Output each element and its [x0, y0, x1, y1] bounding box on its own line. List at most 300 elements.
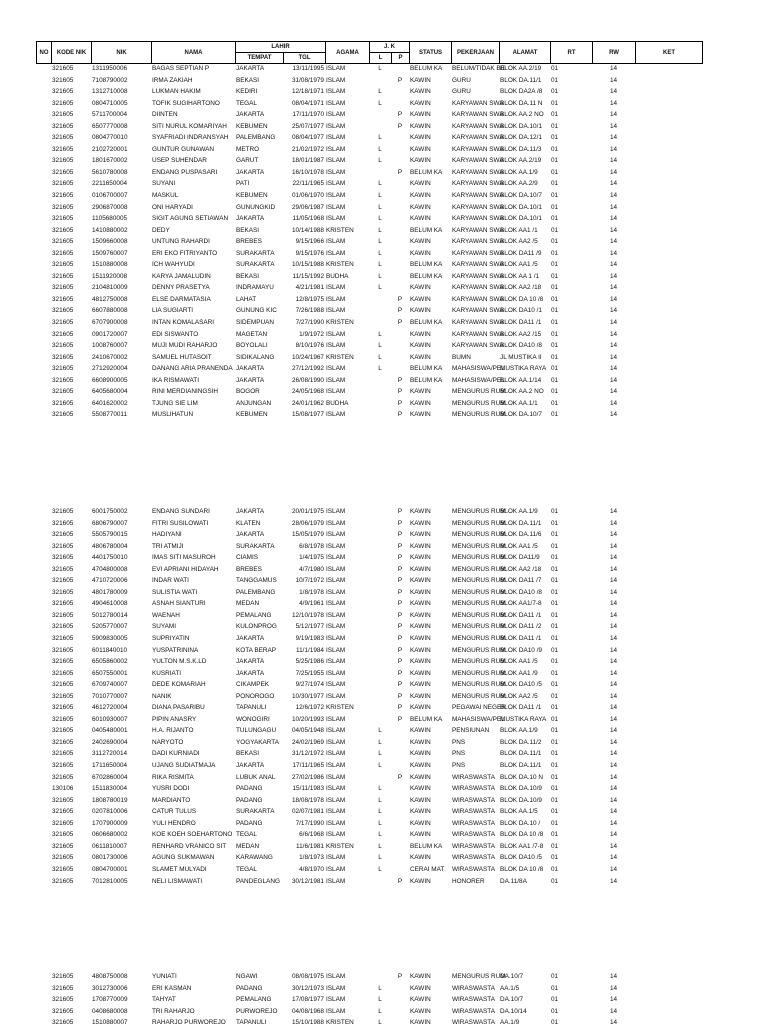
cell-jk-l	[369, 305, 391, 317]
cell-agama: ISLAM	[326, 376, 346, 384]
cell-jk-p	[391, 86, 409, 98]
cell-ket	[635, 714, 702, 726]
cell-kode-nik: 321605	[52, 249, 74, 257]
cell-tgl: 27/02/1986	[292, 773, 324, 781]
cell-rt: 01	[551, 773, 559, 781]
cell-rw: 14	[609, 99, 618, 107]
cell-no	[36, 375, 51, 387]
cell-rw: 14	[609, 330, 618, 338]
cell-status: KAWIN	[410, 611, 431, 619]
cell-rw: 14	[609, 646, 618, 654]
cell-pekerjaan: KARYAWAN SWA	[452, 157, 504, 165]
cell-status: KAWIN	[410, 565, 431, 573]
header-alamat: ALAMAT	[500, 42, 551, 64]
cell-tgl: 21/02/1972	[292, 145, 324, 153]
cell-no	[36, 340, 51, 352]
cell-alamat: BLOK AA.2 NO	[500, 111, 544, 119]
cell-nik: 6507770008	[92, 122, 128, 130]
cell-status: KAWIN	[410, 99, 431, 107]
header-rw: RW	[593, 42, 636, 64]
cell-ket	[635, 121, 702, 133]
cell-nama: SLAMET MULYADI	[152, 865, 207, 873]
cell-kode-nik: 321605	[52, 658, 74, 666]
cell-tgl: 11/15/1992	[292, 272, 324, 280]
cell-nama: RINI MERDIANINGSIH	[152, 388, 219, 396]
cell-jk-p: P	[397, 577, 403, 585]
cell-status: KAWIN	[410, 1019, 431, 1027]
cell-nik: 0804700001	[92, 865, 128, 873]
cell-tempat: JAKARTA	[236, 762, 265, 770]
cell-tgl: 10/30/1977	[292, 692, 324, 700]
cell-jk-l: L	[378, 145, 382, 153]
cell-status: KAWIN	[410, 623, 431, 631]
cell-alamat: AA.1/5	[500, 984, 520, 992]
cell-pekerjaan: HONORER	[452, 877, 485, 885]
cell-tempat: WONOGIRI	[236, 715, 270, 723]
table-row	[36, 864, 702, 876]
cell-pekerjaan: MENGURUS RUM	[452, 681, 506, 689]
cell-status: BELUM KA	[410, 319, 443, 327]
cell-rt: 01	[551, 542, 559, 550]
cell-nik: 1008760007	[92, 342, 128, 350]
table-row	[36, 329, 702, 341]
cell-nik: 5610780008	[92, 168, 128, 176]
cell-jk-l	[369, 714, 391, 726]
cell-rw: 14	[609, 1019, 618, 1027]
cell-tgl: 01/06/1970	[292, 192, 324, 200]
cell-nik: 1511830004	[92, 785, 128, 793]
cell-jk-l	[369, 598, 391, 610]
cell-tgl: 10/24/1967	[292, 353, 324, 361]
cell-jk-l: L	[378, 238, 382, 246]
cell-alamat: JL MUSTIKA II	[500, 353, 542, 361]
cell-tgl: 9/15/1966	[295, 238, 324, 246]
cell-jk-l	[369, 702, 391, 714]
cell-kode-nik: 321605	[52, 819, 74, 827]
cell-ket	[635, 737, 702, 749]
cell-nik: 4710720006	[92, 577, 128, 585]
cell-nama: EVI APRIANI HIDAYAH	[152, 565, 219, 573]
cell-tgl: 8/10/1976	[295, 342, 324, 350]
cell-tgl: 31/12/1972	[292, 750, 324, 758]
cell-rw: 14	[609, 122, 618, 130]
table-row	[36, 621, 702, 633]
cell-alamat: BLOK AA.2/9	[500, 180, 538, 188]
cell-agama: ISLAM	[326, 762, 346, 770]
cell-ket	[635, 564, 702, 576]
cell-agama: KRISTEN	[326, 842, 354, 850]
cell-rw: 14	[609, 388, 618, 396]
table-row	[36, 668, 702, 680]
cell-no	[36, 983, 51, 995]
cell-status: KAWIN	[410, 342, 431, 350]
cell-jk-l	[369, 121, 391, 133]
cell-agama: ISLAM	[326, 76, 346, 84]
cell-nama: FITRI SUSILOWATI	[152, 519, 209, 527]
cell-jk-l: L	[378, 192, 382, 200]
cell-kode-nik: 321605	[52, 531, 74, 539]
cell-tempat: SURAKARTA	[236, 249, 275, 257]
cell-no	[36, 598, 51, 610]
table-row	[36, 375, 702, 387]
cell-kode-nik: 321605	[52, 854, 74, 862]
cell-kode-nik: 321605	[52, 76, 74, 84]
cell-tempat: MEDAN	[236, 842, 260, 850]
cell-nama: SIGIT AGUNG SETIAWAN	[152, 215, 229, 223]
cell-kode-nik: 321605	[52, 145, 74, 153]
cell-nik: 1509760007	[92, 249, 128, 257]
cell-jk-p	[391, 737, 409, 749]
cell-no	[36, 783, 51, 795]
cell-ket	[635, 317, 702, 329]
cell-jk-l: L	[378, 808, 382, 816]
cell-rt: 01	[551, 796, 559, 804]
table-row	[36, 829, 702, 841]
cell-nik: 1312710008	[92, 88, 128, 96]
cell-kode-nik: 321605	[52, 808, 74, 816]
cell-agama: ISLAM	[326, 99, 346, 107]
cell-rw: 14	[609, 854, 618, 862]
cell-tgl: 11/05/1968	[292, 215, 324, 223]
cell-nama: ERI EKO FITRIYANTO	[152, 249, 218, 257]
cell-jk-l	[369, 541, 391, 553]
cell-nik: 4904610008	[92, 600, 128, 608]
cell-jk-p: P	[397, 669, 403, 677]
cell-tgl: 24/05/1968	[292, 388, 324, 396]
cell-nama: ENDANG SUNDARI	[152, 508, 210, 515]
cell-tgl: 08/04/1971	[292, 99, 324, 107]
cell-jk-l: L	[378, 203, 382, 211]
cell-status: KAWIN	[410, 738, 431, 746]
cell-tempat: KLATEN	[236, 519, 261, 527]
cell-jk-l: L	[378, 831, 382, 839]
cell-status: KAWIN	[410, 145, 431, 153]
cell-kode-nik: 130106	[52, 785, 74, 793]
cell-tgl: 4/21/1981	[295, 284, 324, 292]
cell-tempat: BOGOR	[236, 388, 260, 396]
table-header	[36, 41, 703, 64]
cell-jk-l: L	[378, 180, 382, 188]
cell-jk-p: P	[397, 658, 403, 666]
cell-nik: 1511920008	[92, 272, 128, 280]
cell-status: KAWIN	[410, 531, 431, 539]
cell-tgl: 10/14/1988	[292, 226, 324, 234]
cell-tgl: 6/8/1978	[299, 542, 324, 550]
cell-nik: 6709740007	[92, 681, 128, 689]
cell-no	[36, 795, 51, 807]
cell-agama: ISLAM	[326, 715, 346, 723]
cell-tempat: JAKARTA	[236, 635, 265, 643]
cell-tempat: JAKARTA	[236, 508, 265, 515]
cell-rw: 14	[609, 727, 618, 735]
cell-tempat: ANJUNGAN	[236, 399, 272, 407]
cell-no	[36, 691, 51, 703]
cell-nama: YUSRI DODI	[152, 785, 190, 793]
cell-tempat: JAKARTA	[236, 658, 265, 666]
cell-tempat: KEBUMEN	[236, 411, 268, 419]
cell-nik: 1105680005	[92, 215, 128, 223]
cell-tempat: JAKARTA	[236, 168, 265, 176]
cell-rt: 01	[551, 226, 559, 234]
table-row	[36, 282, 702, 294]
cell-nik: 4704800008	[92, 565, 128, 573]
cell-nama: ENDANG PUSPASARI	[152, 168, 218, 176]
cell-rt: 01	[551, 157, 559, 165]
cell-tempat: PONOROGO	[236, 692, 275, 700]
cell-tgl: 13/11/1995	[292, 65, 324, 72]
cell-ket	[635, 552, 702, 564]
cell-jk-l: L	[378, 249, 382, 257]
cell-rw: 14	[609, 134, 618, 142]
cell-rt: 01	[551, 122, 559, 130]
table-row	[36, 167, 702, 179]
cell-ket	[635, 409, 702, 421]
cell-kode-nik: 321605	[52, 669, 74, 677]
cell-agama: ISLAM	[326, 681, 346, 689]
cell-pekerjaan: WIRASWASTA	[452, 984, 495, 992]
cell-alamat: AA.1/9	[500, 1019, 520, 1027]
cell-nama: USEP SUHENDAR	[152, 157, 207, 165]
cell-jk-l: L	[378, 99, 382, 107]
cell-rt: 01	[551, 203, 559, 211]
cell-no	[36, 213, 51, 225]
cell-kode-nik: 321605	[52, 330, 74, 338]
cell-ket	[635, 829, 702, 841]
cell-rt: 01	[551, 508, 559, 515]
cell-nama: RAHARJO PURWOREJO	[152, 1019, 226, 1027]
cell-rw: 14	[609, 76, 618, 84]
cell-kode-nik: 321605	[52, 111, 74, 119]
cell-ket	[635, 282, 702, 294]
cell-nama: EDI SISWANTO	[152, 330, 199, 338]
cell-jk-l	[369, 587, 391, 599]
cell-nama: DANANG ARIA PRANENDA	[152, 365, 233, 373]
cell-nik: 1801670002	[92, 157, 128, 165]
cell-status: KAWIN	[410, 88, 431, 96]
cell-rt: 01	[551, 681, 559, 689]
cell-pekerjaan: MENGURUS RUM	[452, 531, 506, 539]
cell-agama: ISLAM	[326, 984, 346, 992]
cell-ket	[635, 760, 702, 772]
cell-no	[36, 317, 51, 329]
cell-rt: 01	[551, 565, 559, 573]
cell-jk-l: L	[378, 157, 382, 165]
cell-kode-nik: 321605	[52, 796, 74, 804]
cell-agama: ISLAM	[326, 284, 346, 292]
cell-kode-nik: 321605	[52, 388, 74, 396]
cell-jk-p	[391, 363, 409, 375]
cell-nama: DIINTEN	[152, 111, 178, 119]
cell-jk-l	[369, 386, 391, 398]
header-pekerjaan: PEKERJAAN	[452, 42, 500, 64]
cell-nama: UJANG SUDIATMAJA	[152, 762, 216, 770]
cell-jk-l: L	[378, 342, 382, 350]
cell-agama: ISLAM	[326, 623, 346, 631]
cell-rw: 14	[609, 669, 618, 677]
cell-agama: ISLAM	[326, 646, 346, 654]
cell-nama: DIANA PASARIBU	[152, 704, 205, 712]
cell-rw: 14	[609, 145, 618, 153]
cell-no	[36, 971, 51, 983]
cell-alamat: BLOK DA10 /1	[500, 307, 542, 315]
cell-alamat: BLOK AA2 /18	[500, 284, 542, 292]
cell-rt: 01	[551, 145, 559, 153]
cell-jk-l	[369, 518, 391, 530]
cell-status: KAWIN	[410, 658, 431, 666]
cell-ket	[635, 506, 702, 518]
header-nama: NAMA	[152, 42, 236, 64]
cell-jk-l	[369, 668, 391, 680]
cell-rt: 01	[551, 272, 559, 280]
cell-nik: 0804770010	[92, 134, 128, 142]
cell-nik: 1510880007	[92, 1019, 128, 1027]
cell-ket	[635, 75, 702, 87]
cell-nik: 1808780019	[92, 796, 128, 804]
cell-tempat: BEKASI	[236, 76, 260, 84]
cell-nama: DEDY	[152, 226, 170, 234]
cell-rw: 14	[609, 715, 618, 723]
cell-alamat: BLOK DA.10 /	[500, 819, 541, 827]
cell-ket	[635, 386, 702, 398]
cell-tgl: 15/08/1977	[292, 411, 324, 419]
cell-nama: UNTUNG RAHARDI	[152, 238, 210, 246]
cell-tgl: 30/12/1973	[292, 984, 324, 992]
cell-pekerjaan: GURU	[452, 76, 471, 84]
cell-alamat: MUSTIKA RAYA	[500, 715, 547, 723]
cell-pekerjaan: KARYAWAN SWA	[452, 284, 504, 292]
cell-alamat: BLOK DA.11/1	[500, 762, 542, 770]
header-rt: RT	[551, 42, 593, 64]
cell-agama: ISLAM	[326, 65, 346, 72]
cell-status: KAWIN	[410, 295, 431, 303]
cell-pekerjaan: MENGURUS RUM	[452, 611, 506, 619]
cell-rt: 01	[551, 342, 559, 350]
cell-agama: BUDHA	[326, 272, 349, 280]
table-row	[36, 1017, 702, 1029]
cell-ket	[635, 876, 702, 888]
cell-tempat: JAKARTA	[236, 365, 265, 373]
cell-status: KAWIN	[410, 704, 431, 712]
cell-jk-l	[369, 167, 391, 179]
cell-status: BELUM KA	[410, 272, 443, 280]
cell-rt: 01	[551, 215, 559, 223]
cell-pekerjaan: KARYAWAN SWA	[452, 145, 504, 153]
cell-status: KAWIN	[410, 554, 431, 562]
table-row	[36, 121, 702, 133]
cell-jk-p	[391, 829, 409, 841]
cell-ket	[635, 259, 702, 271]
cell-tempat: PATI	[236, 180, 250, 188]
cell-nama: YULTON M.S.K.LD	[152, 658, 207, 666]
table-row	[36, 398, 702, 410]
cell-tempat: PALEMBANG	[236, 134, 276, 142]
cell-jk-l	[369, 645, 391, 657]
cell-tgl: 04/05/1948	[292, 727, 324, 735]
cell-status: KAWIN	[410, 111, 431, 119]
cell-no	[36, 190, 51, 202]
cell-alamat: BLOK DA.10 N	[500, 773, 543, 781]
cell-rw: 14	[609, 88, 618, 96]
cell-rw: 14	[609, 307, 618, 315]
cell-nama: ONI HARYADI	[152, 203, 193, 211]
cell-ket	[635, 702, 702, 714]
table-row	[36, 633, 702, 645]
cell-nama: DADI KURNIADI	[152, 750, 200, 758]
cell-rw: 14	[609, 842, 618, 850]
cell-rw: 14	[609, 762, 618, 770]
table-row	[36, 725, 702, 737]
cell-no	[36, 841, 51, 853]
cell-agama: ISLAM	[326, 145, 346, 153]
cell-rw: 14	[609, 773, 618, 781]
table-row	[36, 294, 702, 306]
cell-agama: ISLAM	[326, 111, 346, 119]
cell-nik: 2402690004	[92, 738, 128, 746]
header-nik: NIK	[92, 42, 152, 64]
cell-kode-nik: 321605	[52, 215, 74, 223]
cell-pekerjaan: MENGURUS RUM	[452, 388, 506, 396]
cell-nik: 2906870008	[92, 203, 128, 211]
cell-rt: 01	[551, 865, 559, 873]
cell-jk-p	[391, 983, 409, 995]
cell-pekerjaan: WIRASWASTA	[452, 819, 495, 827]
cell-no	[36, 63, 51, 75]
cell-nama: CATUR TULUS	[152, 808, 197, 816]
cell-jk-p	[391, 248, 409, 260]
cell-nik: 5012780014	[92, 611, 128, 619]
cell-no	[36, 702, 51, 714]
cell-ket	[635, 144, 702, 156]
cell-status: BELUM KA	[410, 842, 443, 850]
table-row	[36, 1006, 702, 1018]
cell-no	[36, 248, 51, 260]
cell-tempat: BEKASI	[236, 226, 260, 234]
cell-ket	[635, 375, 702, 387]
cell-tempat: JAKARTA	[236, 215, 265, 223]
cell-rw: 14	[609, 284, 618, 292]
cell-pekerjaan: KARYAWAN SWA	[452, 203, 504, 211]
cell-agama: ISLAM	[326, 157, 346, 165]
cell-nama: ELSE DARMATASIA	[152, 295, 211, 303]
cell-agama: ISLAM	[326, 577, 346, 585]
cell-no	[36, 760, 51, 772]
cell-tempat: GARUT	[236, 157, 259, 165]
table-row	[36, 818, 702, 830]
cell-jk-p: P	[397, 692, 403, 700]
cell-no	[36, 155, 51, 167]
table-row	[36, 876, 702, 888]
cell-tempat: TULUNGAGU	[236, 727, 277, 735]
cell-pekerjaan: WIRASWASTA	[452, 808, 495, 816]
cell-tgl: 15/11/1983	[292, 785, 324, 793]
cell-jk-p: P	[397, 635, 403, 643]
cell-tgl: 5/25/1986	[295, 658, 324, 666]
cell-pekerjaan: KARYAWAN SWA	[452, 111, 504, 119]
cell-jk-p: P	[397, 307, 403, 315]
cell-tempat: TEGAL	[236, 831, 257, 839]
cell-jk-l: L	[378, 261, 382, 269]
cell-tempat: JAKARTA	[236, 111, 265, 119]
cell-ket	[635, 1017, 702, 1029]
table-row	[36, 795, 702, 807]
cell-no	[36, 818, 51, 830]
cell-ket	[635, 841, 702, 853]
cell-kode-nik: 321605	[52, 554, 74, 562]
cell-jk-p	[391, 98, 409, 110]
cell-agama: ISLAM	[326, 88, 346, 96]
cell-no	[36, 75, 51, 87]
cell-no	[36, 109, 51, 121]
